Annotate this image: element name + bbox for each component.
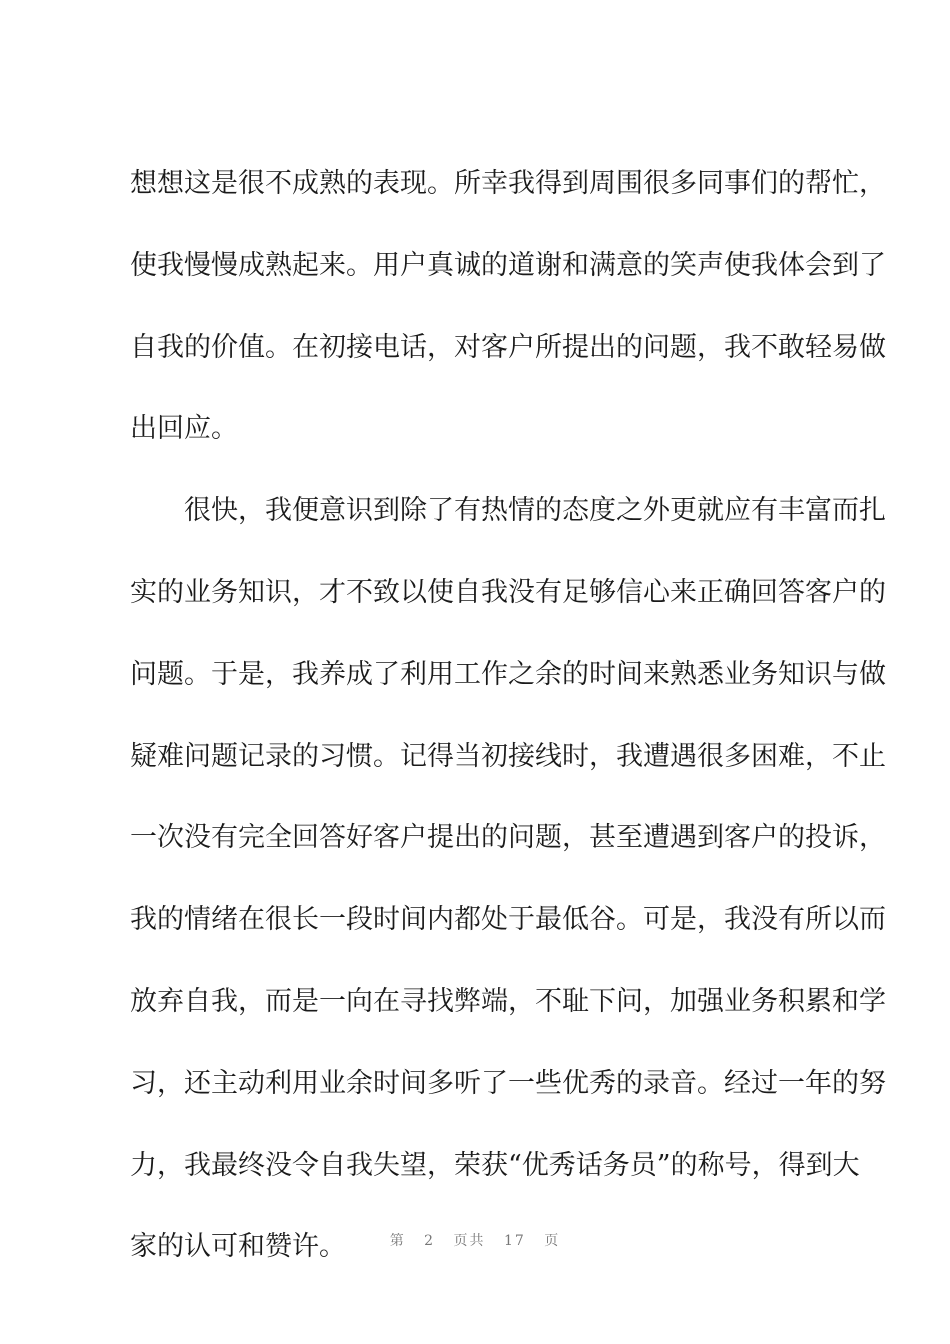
text-line: 家的认可和赞许。: [130, 1231, 346, 1263]
text-line: 我的情绪在很长一段时间内都处于最低谷。可是，我没有所以而: [130, 904, 886, 936]
text-line: 使我慢慢成熟起来。用户真诚的道谢和满意的笑声使我体会到了: [130, 249, 886, 281]
text-line: 自我的价值。在初接电话，对客户所提出的问题，我不敢轻易做: [130, 331, 886, 363]
text-line: 力，我最终没令自我失望，荣获“优秀话务员”的称号，得到大: [130, 1149, 860, 1181]
document-body: [130, 168, 886, 1315]
footer-total-pages: 17: [504, 1233, 526, 1249]
text-line: 实的业务知识，才不致以使自我没有足够信心来正确回答客户的: [130, 576, 886, 608]
text-line: 一次没有完全回答好客户提出的问题，甚至遭遇到客户的投诉，: [130, 822, 886, 854]
page-footer: [0, 1230, 950, 1250]
footer-middle: 页共: [453, 1233, 486, 1249]
text-line: 习，还主动利用业余时间多听了一些优秀的录音。经过一年的努: [130, 1067, 886, 1099]
text-line: 疑难问题记录的习惯。记得当初接线时，我遭遇很多困难，不止: [130, 740, 886, 772]
text-line: 想想这是很不成熟的表现。所幸我得到周围很多同事们的帮忙，: [130, 168, 886, 199]
footer-current-page: 2: [424, 1233, 436, 1249]
text-line: 问题。于是，我养成了利用工作之余的时间来熟悉业务知识与做: [130, 658, 886, 690]
footer-suffix: 页: [544, 1233, 561, 1249]
text-line: 放弃自我，而是一向在寻找弊端，不耻下问，加强业务积累和学: [130, 985, 886, 1017]
text-line: 很快，我便意识到除了有热情的态度之外更就应有丰富而扎: [184, 495, 886, 527]
footer-prefix: 第: [389, 1233, 406, 1249]
text-line: 出回应。: [130, 413, 238, 445]
